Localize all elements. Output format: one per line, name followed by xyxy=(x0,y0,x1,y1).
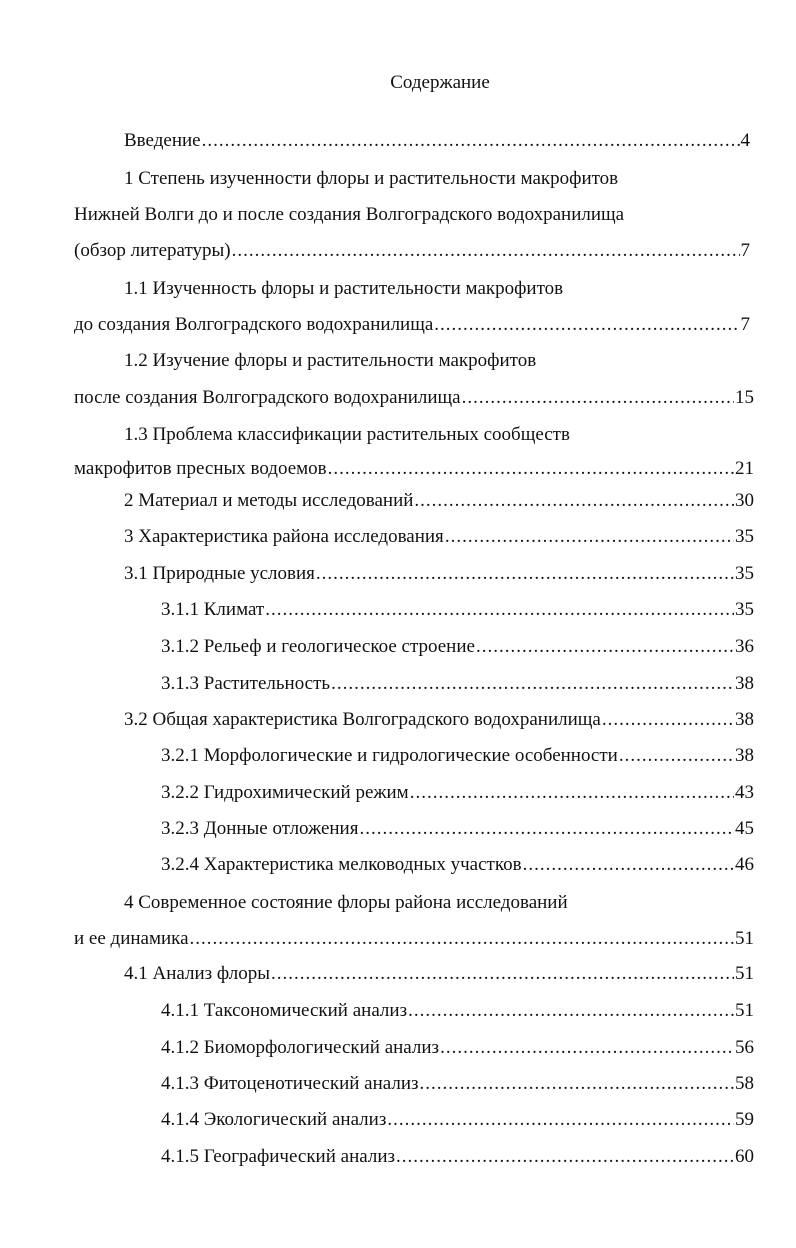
toc-entry-page: 51 xyxy=(735,1000,754,1021)
toc-entry-page: 51 xyxy=(735,963,754,984)
toc-entry-chapter-3[interactable] xyxy=(124,524,754,550)
toc-entry-title: и ее динамика xyxy=(74,928,189,949)
dot-leader xyxy=(396,1144,734,1170)
dot-leader xyxy=(328,456,734,482)
toc-entry-title: 4.1.3 Фитоценотический анализ xyxy=(161,1073,419,1094)
dot-leader xyxy=(445,524,734,550)
dot-leader xyxy=(523,852,734,878)
toc-entry-page: 35 xyxy=(735,599,754,620)
toc-entry-title: 3.1.3 Растительность xyxy=(161,673,331,694)
toc-entry-title: макрофитов пресных водоемов xyxy=(74,458,327,479)
toc-entry-title: 4.1.5 Географический анализ xyxy=(161,1146,395,1167)
toc-entry-title: 4.1.2 Биоморфологический анализ xyxy=(161,1037,440,1058)
dot-leader xyxy=(602,707,734,733)
toc-entry-section-1-1[interactable] xyxy=(74,312,750,338)
toc-entry-page: 45 xyxy=(735,818,754,839)
dot-leader xyxy=(359,816,734,842)
toc-entry-page: 59 xyxy=(735,1109,754,1130)
toc-entry-title: 4.1.1 Таксономический анализ xyxy=(161,1000,408,1021)
toc-entry-page: 7 xyxy=(740,314,750,335)
toc-entry-section-4-1-3[interactable] xyxy=(161,1071,754,1097)
toc-entry-page: 56 xyxy=(735,1037,754,1058)
dot-leader xyxy=(271,961,734,987)
toc-entry-title: 3.2 Общая характеристика Волгоградского водохранилища xyxy=(124,709,601,730)
dot-leader xyxy=(410,780,734,806)
toc-entry-heading-line: 1.3 Проблема классификации растительных сообществ xyxy=(124,424,570,445)
toc-entry-title: 4.1.4 Экологический анализ xyxy=(161,1109,387,1130)
toc-entry-section-3-2-1[interactable] xyxy=(161,743,754,769)
toc-entry-title: 3.2.1 Морфологические и гидрологические особенности xyxy=(161,745,618,766)
toc-entry-page: 43 xyxy=(735,782,754,803)
toc-entry-title: 3 Характеристика района исследования xyxy=(124,526,444,547)
toc-entry-page: 4 xyxy=(740,130,750,151)
dot-leader xyxy=(202,128,740,154)
dot-leader xyxy=(265,597,734,623)
toc-entry-page: 60 xyxy=(735,1146,754,1167)
toc-entry-section-3-2-4[interactable] xyxy=(161,852,754,878)
toc-entry-page: 46 xyxy=(735,854,754,875)
toc-entry-page: 15 xyxy=(735,387,754,408)
toc-entry-page: 35 xyxy=(735,526,754,547)
dot-leader xyxy=(408,998,734,1024)
page-title: Содержание xyxy=(390,72,490,93)
toc-entry-page: 36 xyxy=(735,636,754,657)
dot-leader xyxy=(232,238,740,264)
dot-leader xyxy=(462,385,734,411)
toc-entry-section-4-1-2[interactable] xyxy=(161,1035,754,1061)
dot-leader xyxy=(190,926,734,952)
dot-leader xyxy=(331,671,734,697)
toc-entry-heading-line: Нижней Волги до и после создания Волгоградского водохранилища xyxy=(74,204,625,225)
toc-entry-section-4-1-5[interactable] xyxy=(161,1144,754,1170)
toc-entry-title: Введение xyxy=(124,130,201,151)
toc-entry-chapter-1[interactable] xyxy=(74,238,750,264)
toc-entry-section-4-1-4[interactable] xyxy=(161,1107,754,1133)
toc-entry-section-1-3[interactable] xyxy=(74,456,754,482)
toc-entry-page: 38 xyxy=(735,673,754,694)
toc-entry-heading-line: 1.2 Изучение флоры и растительности макрофитов xyxy=(124,350,537,371)
toc-entry-title: 3.1.2 Рельеф и геологическое строение xyxy=(161,636,475,657)
dot-leader xyxy=(476,634,734,660)
toc-entry-section-3-1[interactable] xyxy=(124,561,754,587)
toc-entry-page: 21 xyxy=(735,458,754,479)
toc-entry-section-3-2-2[interactable] xyxy=(161,780,754,806)
toc-entry-section-3-1-1[interactable] xyxy=(161,597,754,623)
toc-entry-title: 3.2.3 Донные отложения xyxy=(161,818,359,839)
toc-entry-title: 3.2.4 Характеристика мелководных участков xyxy=(161,854,522,875)
toc-entry-title: 2 Материал и методы исследований xyxy=(124,490,414,511)
toc-entry-title: 3.1.1 Климат xyxy=(161,599,265,620)
toc-entry-title: после создания Волгоградского водохранилища xyxy=(74,387,461,408)
toc-entry-heading-line: 1 Степень изученности флоры и растительности макрофитов xyxy=(124,168,619,189)
toc-entry-chapter-2[interactable] xyxy=(124,488,754,514)
toc-entry-title: 4.1 Анализ флоры xyxy=(124,963,270,984)
dot-leader xyxy=(420,1071,734,1097)
toc-entry-section-1-2[interactable] xyxy=(74,385,754,411)
dot-leader xyxy=(316,561,734,587)
toc-entry-page: 35 xyxy=(735,563,754,584)
toc-entry-page: 51 xyxy=(735,928,754,949)
toc-entry-section-4-1-1[interactable] xyxy=(161,998,754,1024)
dot-leader xyxy=(434,312,739,338)
toc-entry-section-4-1[interactable] xyxy=(124,961,754,987)
toc-entry-title: 3.2.2 Гидрохимический режим xyxy=(161,782,409,803)
toc-entry-heading-line: 1.1 Изученность флоры и растительности макрофитов xyxy=(124,278,564,299)
dot-leader xyxy=(387,1107,734,1133)
dot-leader xyxy=(414,488,734,514)
toc-entry-section-3-1-3[interactable] xyxy=(161,671,754,697)
dot-leader xyxy=(619,743,734,769)
toc-entry-page: 38 xyxy=(735,745,754,766)
toc-entry-section-3-2[interactable] xyxy=(124,707,754,733)
toc-entry-section-3-2-3[interactable] xyxy=(161,816,754,842)
toc-entry-page: 38 xyxy=(735,709,754,730)
toc-entry-heading-line: 4 Современное состояние флоры района исследований xyxy=(124,892,568,913)
dot-leader xyxy=(440,1035,734,1061)
toc-entry-page: 58 xyxy=(735,1073,754,1094)
toc-entry-introduction[interactable] xyxy=(124,128,750,154)
toc-entry-page: 30 xyxy=(735,490,754,511)
toc-entry-chapter-4[interactable] xyxy=(74,926,754,952)
toc-entry-title: до создания Волгоградского водохранилища xyxy=(74,314,434,335)
toc-entry-page: 7 xyxy=(740,240,750,261)
toc-entry-title: 3.1 Природные условия xyxy=(124,563,315,584)
toc-entry-title: (обзор литературы) xyxy=(74,240,231,261)
toc-entry-section-3-1-2[interactable] xyxy=(161,634,754,660)
